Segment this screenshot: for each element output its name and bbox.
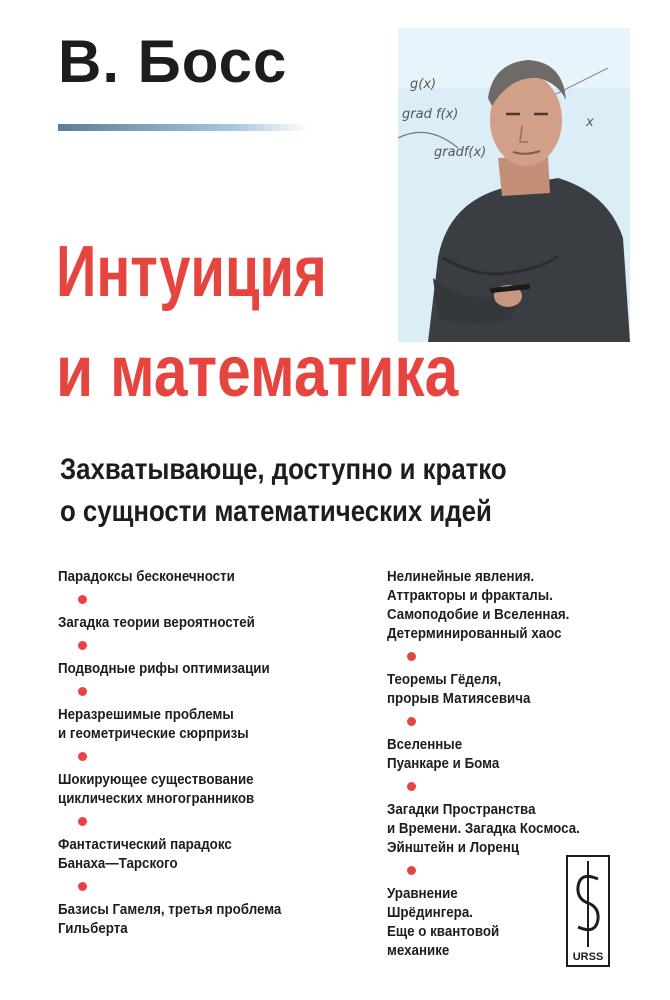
topic-item: Фантастический парадокс Банаха—Тарского bbox=[58, 837, 232, 872]
bullet-dot bbox=[407, 866, 416, 875]
topic-item: Шокирующее существование циклических многогранников bbox=[58, 772, 255, 807]
bullet-dot bbox=[78, 641, 87, 650]
topics-left-column bbox=[58, 568, 358, 939]
board-formula-1: g(x) bbox=[410, 77, 437, 92]
bullet-dot bbox=[78, 752, 87, 761]
author-underline bbox=[58, 124, 308, 131]
board-formula-3: gradf(x) bbox=[434, 145, 487, 160]
topic-item: Парадоксы бесконечности bbox=[58, 569, 235, 585]
bullet-dot bbox=[78, 882, 87, 891]
book-subtitle-line-2: о сущности математических идей bbox=[60, 495, 492, 528]
book-title-line-2: и математика bbox=[56, 332, 459, 412]
book-title-line-1: Интуиция bbox=[56, 232, 327, 312]
topic-item: Подводные рифы оптимизации bbox=[58, 661, 270, 677]
board-formula-2: grad f(x) bbox=[402, 107, 459, 122]
topic-item: Неразрешимые проблемы и геометрические сюрпризы bbox=[58, 707, 249, 742]
board-formula-4: x bbox=[586, 115, 594, 130]
book-subtitle-line-1: Захватывающе, доступно и кратко bbox=[60, 453, 507, 486]
topic-item: Вселенные Пуанкаре и Бома bbox=[387, 737, 500, 772]
bullet-dot bbox=[407, 782, 416, 791]
publisher-logo bbox=[566, 855, 610, 967]
topic-item: Загадки Пространства и Времени. Загадка Космоса. Эйнштейн и Лоренц bbox=[387, 802, 580, 856]
author-name: В. Босс bbox=[58, 28, 288, 95]
topic-item: Теоремы Гёделя, прорыв Матиясевича bbox=[387, 672, 531, 707]
topic-item: Базисы Гамеля, третья проблема Гильберта bbox=[58, 902, 282, 937]
bullet-dot bbox=[407, 652, 416, 661]
bullet-dot bbox=[78, 817, 87, 826]
topic-item: Загадка теории вероятностей bbox=[58, 615, 255, 631]
bullet-dot bbox=[78, 595, 87, 604]
bullet-dot bbox=[407, 717, 416, 726]
topic-item: Уравнение Шрёдингера. Еще о квантовой механике bbox=[387, 886, 500, 959]
publisher-name: URSS bbox=[572, 951, 604, 963]
topic-item: Нелинейные явления. Аттракторы и фракталы. Самоподобие и Вселенная. Детерминированный хаос bbox=[387, 569, 570, 642]
author-photo bbox=[398, 28, 630, 342]
bullet-dot bbox=[78, 687, 87, 696]
